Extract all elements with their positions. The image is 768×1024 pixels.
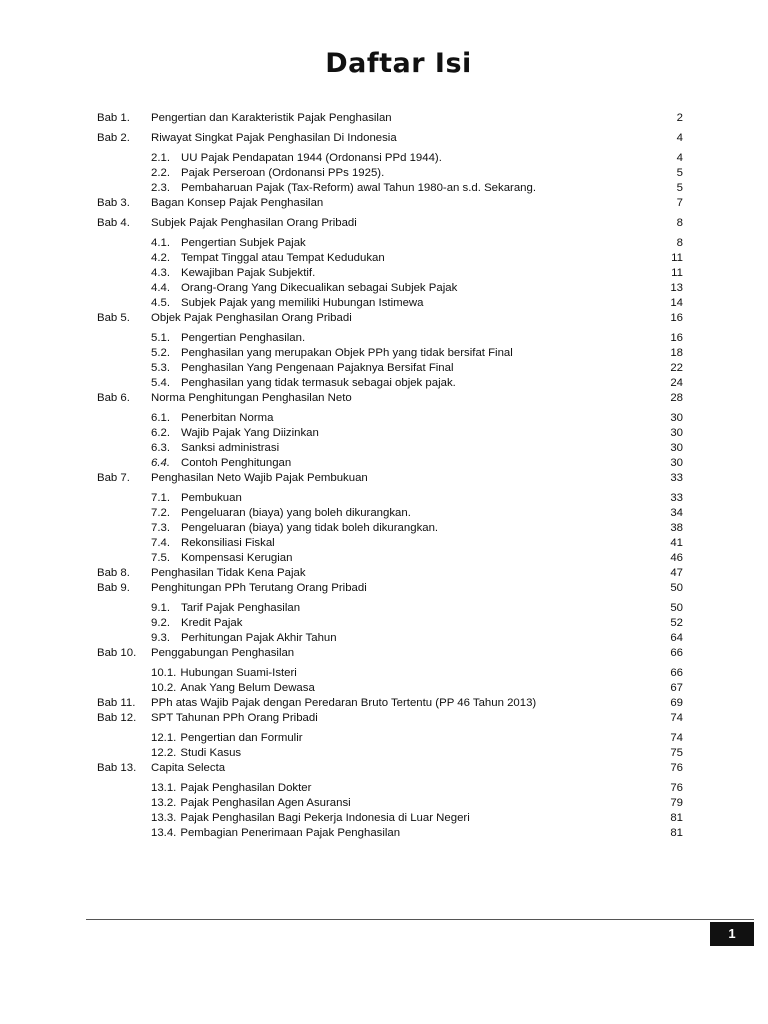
section-title: Hubungan Suami-Isteri (180, 667, 297, 679)
page-ref: 30 (670, 442, 683, 454)
toc-section-entry[interactable] (97, 536, 683, 551)
chapter-title: Penggabungan Penghasilan (151, 647, 295, 659)
chapter-title: Pengertian dan Karakteristik Pajak Penghasilan (151, 112, 392, 124)
toc-section-entry[interactable] (97, 616, 683, 631)
page-ref: 76 (670, 782, 683, 794)
chapter-number: Bab 7. (97, 472, 130, 484)
section-label (151, 746, 241, 761)
page-ref: 8 (676, 237, 683, 249)
toc-section-entry[interactable] (97, 746, 683, 761)
page-ref: 75 (670, 747, 683, 759)
section-number: 2.1. (151, 152, 170, 164)
section-label (151, 521, 438, 536)
chapter-title: Penghasilan Tidak Kena Pajak (151, 567, 306, 579)
section-label (151, 536, 275, 551)
chapter-title: PPh atas Wajib Pajak dengan Peredaran Bruto Tertentu (PP 46 Tahun 2013) (151, 697, 537, 709)
toc-chapter-entry[interactable] (97, 761, 683, 776)
section-label (151, 506, 411, 521)
toc-chapter-entry[interactable] (97, 131, 683, 146)
page-ref: 14 (670, 297, 683, 309)
section-number: 10.1. (151, 667, 177, 679)
section-number: 4.3. (151, 267, 170, 279)
page-title: Daftar Isi (325, 48, 472, 79)
toc-section-entry[interactable] (97, 811, 683, 826)
toc-section-entry[interactable] (97, 251, 683, 266)
page-ref: 66 (670, 647, 683, 659)
section-number: 13.2. (151, 797, 177, 809)
chapter-number: Bab 2. (97, 132, 130, 144)
section-label (151, 781, 311, 796)
page-ref: 16 (670, 332, 683, 344)
toc-section-entry[interactable] (97, 551, 683, 566)
toc-section-entry[interactable] (97, 631, 683, 646)
section-title: Contoh Penghitungan (181, 457, 292, 469)
toc-section-entry[interactable] (97, 376, 683, 391)
section-number: 4.4. (151, 282, 170, 294)
section-title: Pengertian Penghasilan. (181, 332, 306, 344)
page-ref: 81 (670, 812, 683, 824)
page-ref: 52 (670, 617, 683, 629)
section-number: 12.2. (151, 747, 177, 759)
chapter-number: Bab 9. (97, 582, 130, 594)
section-number: 13.1. (151, 782, 177, 794)
section-title: Sanksi administrasi (181, 442, 280, 454)
toc-section-entry[interactable] (97, 796, 683, 811)
page-ref: 4 (676, 152, 683, 164)
section-label (151, 361, 454, 376)
section-title: Wajib Pajak Yang Diizinkan (181, 427, 319, 439)
toc-chapter-entry[interactable] (97, 196, 683, 211)
section-number: 4.5. (151, 297, 170, 309)
section-number: 6.3. (151, 442, 170, 454)
chapter-title: Subjek Pajak Penghasilan Orang Pribadi (151, 217, 357, 229)
page-ref: 18 (670, 347, 683, 359)
section-number: 4.1. (151, 237, 170, 249)
section-label (151, 151, 442, 166)
section-number: 12.1. (151, 732, 177, 744)
section-title: Rekonsiliasi Fiskal (181, 537, 275, 549)
toc-section-entry[interactable] (97, 666, 683, 681)
page-ref: 22 (670, 362, 683, 374)
page-ref: 46 (670, 552, 683, 564)
section-title: Anak Yang Belum Dewasa (180, 682, 315, 694)
section-title: Tempat Tinggal atau Tempat Kedudukan (181, 252, 385, 264)
section-label (151, 631, 337, 646)
toc-section-entry[interactable] (97, 781, 683, 796)
section-number: 10.2. (151, 682, 177, 694)
section-label (151, 681, 315, 696)
section-number: 6.2. (151, 427, 170, 439)
page-ref: 50 (670, 602, 683, 614)
section-label (151, 666, 297, 681)
section-title: Pembukuan (181, 492, 242, 504)
chapter-title: SPT Tahunan PPh Orang Pribadi (151, 712, 318, 724)
section-number: 4.2. (151, 252, 170, 264)
section-label (151, 411, 273, 426)
page-ref: 11 (671, 252, 683, 264)
section-number: 5.1. (151, 332, 170, 344)
toc-section-entry[interactable] (97, 441, 683, 456)
page-ref: 50 (670, 582, 683, 594)
section-label (151, 826, 400, 841)
section-title: Pengertian Subjek Pajak (181, 237, 306, 249)
toc-section-entry[interactable] (97, 281, 683, 296)
section-title: Pembagian Penerimaan Pajak Penghasilan (180, 827, 401, 839)
page-ref: 24 (670, 377, 683, 389)
toc-section-entry[interactable] (97, 181, 683, 196)
page-ref: 47 (670, 567, 683, 579)
section-title: Pembaharuan Pajak (Tax-Reform) awal Tahun 1980-an s.d. Sekarang. (181, 182, 536, 194)
section-label (151, 601, 300, 616)
toc-chapter-entry[interactable] (97, 646, 683, 661)
page-number-badge: 1 (710, 922, 754, 946)
section-label (151, 796, 351, 811)
chapter-number: Bab 8. (97, 567, 130, 579)
section-label (151, 296, 424, 311)
page-ref: 5 (676, 167, 683, 179)
section-number: 5.2. (151, 347, 170, 359)
page-ref: 2 (676, 112, 683, 124)
section-title: Pengeluaran (biaya) yang boleh dikurangkan. (181, 507, 411, 519)
section-title: Pajak Perseroan (Ordonansi PPs 1925). (181, 167, 385, 179)
chapter-number: Bab 13. (97, 762, 137, 774)
page-ref: 30 (670, 427, 683, 439)
section-label (151, 731, 303, 746)
section-title: Tarif Pajak Penghasilan (181, 602, 301, 614)
section-label (151, 426, 319, 441)
toc-section-entry[interactable] (97, 151, 683, 166)
section-number: 13.3. (151, 812, 177, 824)
section-label (151, 811, 470, 826)
section-title: Pajak Penghasilan Bagi Pekerja Indonesia di Luar Negeri (180, 812, 470, 824)
section-number: 2.3. (151, 182, 170, 194)
toc-section-entry[interactable] (97, 266, 683, 281)
page-ref: 28 (670, 392, 683, 404)
section-number: 7.5. (151, 552, 170, 564)
section-title: Orang-Orang Yang Dikecualikan sebagai Subjek Pajak (181, 282, 458, 294)
chapter-number: Bab 11. (97, 697, 136, 709)
toc-chapter-entry[interactable] (97, 111, 683, 126)
section-number: 13.4. (151, 827, 177, 839)
section-label (151, 331, 305, 346)
chapter-title: Penghitungan PPh Terutang Orang Pribadi (151, 582, 367, 594)
chapter-title: Capita Selecta (151, 762, 226, 774)
chapter-number: Bab 10. (97, 647, 137, 659)
page-ref: 30 (670, 457, 683, 469)
page-ref: 33 (670, 472, 683, 484)
toc-section-entry[interactable] (97, 491, 683, 506)
chapter-title: Norma Penghitungan Penghasilan Neto (151, 392, 352, 404)
page-ref: 5 (676, 182, 683, 194)
page-ref: 76 (670, 762, 683, 774)
page-ref: 64 (670, 632, 683, 644)
section-title: Penghasilan yang merupakan Objek PPh yang tidak bersifat Final (181, 347, 513, 359)
section-title: Subjek Pajak yang memiliki Hubungan Istimewa (181, 297, 424, 309)
section-title: Pajak Penghasilan Agen Asuransi (180, 797, 351, 809)
page-ref: 16 (670, 312, 683, 324)
section-title: Studi Kasus (180, 747, 242, 759)
page-ref: 34 (670, 507, 683, 519)
page-ref: 7 (676, 197, 683, 209)
section-title: Perhitungan Pajak Akhir Tahun (181, 632, 337, 644)
section-label (151, 181, 536, 196)
page-ref: 30 (670, 412, 683, 424)
toc-section-entry[interactable] (97, 456, 683, 471)
toc-section-entry[interactable] (97, 826, 683, 841)
section-label (151, 616, 242, 631)
toc-chapter-entry[interactable] (97, 391, 683, 406)
chapter-number: Bab 4. (97, 217, 130, 229)
toc-section-entry[interactable] (97, 506, 683, 521)
section-label (151, 251, 385, 266)
toc-chapter-entry[interactable] (97, 581, 683, 596)
section-title: Kompensasi Kerugian (181, 552, 293, 564)
toc-section-entry[interactable] (97, 681, 683, 696)
section-number: 7.3. (151, 522, 170, 534)
section-label (151, 266, 315, 281)
chapter-title: Riwayat Singkat Pajak Penghasilan Di Indonesia (151, 132, 397, 144)
page-ref: 74 (670, 712, 683, 724)
section-title: Kewajiban Pajak Subjektif. (181, 267, 316, 279)
page-ref: 67 (670, 682, 683, 694)
chapter-number: Bab 12. (97, 712, 137, 724)
section-label (151, 236, 306, 251)
section-title: Pengertian dan Formulir (180, 732, 303, 744)
section-number: 7.1. (151, 492, 170, 504)
chapter-title: Objek Pajak Penghasilan Orang Pribadi (151, 312, 352, 324)
page-ref: 8 (676, 217, 683, 229)
page-ref: 11 (671, 267, 683, 279)
toc-section-entry[interactable] (97, 296, 683, 311)
section-number: 7.4. (151, 537, 170, 549)
chapter-title: Penghasilan Neto Wajib Pajak Pembukuan (151, 472, 368, 484)
page-ref: 79 (670, 797, 683, 809)
toc-section-entry[interactable] (97, 521, 683, 536)
page-ref: 66 (670, 667, 683, 679)
toc-chapter-entry[interactable] (97, 471, 683, 486)
section-number: 6.1. (151, 412, 170, 424)
toc-section-entry[interactable] (97, 166, 683, 181)
toc-section-entry[interactable] (97, 236, 683, 251)
toc-chapter-entry[interactable] (97, 216, 683, 231)
chapter-number: Bab 1. (97, 112, 130, 124)
section-number: 5.3. (151, 362, 170, 374)
page-ref: 33 (670, 492, 683, 504)
section-number: 7.2. (151, 507, 170, 519)
section-title: Penghasilan Yang Pengenaan Pajaknya Bersifat Final (181, 362, 454, 374)
toc-section-entry[interactable] (97, 731, 683, 746)
toc-chapter-entry[interactable] (97, 566, 683, 581)
toc-chapter-entry[interactable] (97, 696, 683, 711)
footer-divider (86, 919, 754, 920)
section-label (151, 551, 292, 566)
page-ref: 81 (670, 827, 683, 839)
toc-section-entry[interactable] (97, 331, 683, 346)
page-ref: 4 (676, 132, 683, 144)
toc-section-entry[interactable] (97, 411, 683, 426)
chapter-number: Bab 3. (97, 197, 130, 209)
section-number: 9.1. (151, 602, 170, 614)
section-label (151, 166, 384, 181)
toc-section-entry[interactable] (97, 426, 683, 441)
section-label (151, 456, 291, 471)
section-title: Kredit Pajak (181, 617, 243, 629)
page-ref: 38 (670, 522, 683, 534)
section-label (151, 346, 513, 361)
section-label (151, 441, 279, 456)
section-number: 5.4. (151, 377, 170, 389)
page-ref: 41 (670, 537, 683, 549)
section-label (151, 281, 457, 296)
toc-chapter-entry[interactable] (97, 711, 683, 726)
table-of-contents (97, 111, 683, 841)
section-number: 2.2. (151, 167, 170, 179)
section-title: Pengeluaran (biaya) yang tidak boleh dikurangkan. (181, 522, 439, 534)
section-title: Penghasilan yang tidak termasuk sebagai objek pajak. (181, 377, 456, 389)
section-title: UU Pajak Pendapatan 1944 (Ordonansi PPd 1944). (181, 152, 442, 164)
section-title: Penerbitan Norma (181, 412, 274, 424)
section-number: 9.2. (151, 617, 170, 629)
section-title: Pajak Penghasilan Dokter (180, 782, 312, 794)
toc-section-entry[interactable] (97, 601, 683, 616)
page-ref: 13 (670, 282, 683, 294)
section-number: 9.3. (151, 632, 170, 644)
toc-chapter-entry[interactable] (97, 311, 683, 326)
section-label (151, 376, 456, 391)
chapter-number: Bab 6. (97, 392, 130, 404)
chapter-number: Bab 5. (97, 312, 130, 324)
section-label (151, 491, 242, 506)
chapter-title: Bagan Konsep Pajak Penghasilan (151, 197, 324, 209)
section-number: 6.4. (151, 457, 170, 469)
toc-section-entry[interactable] (97, 346, 683, 361)
page-ref: 74 (670, 732, 683, 744)
page-ref: 69 (670, 697, 683, 709)
toc-section-entry[interactable] (97, 361, 683, 376)
